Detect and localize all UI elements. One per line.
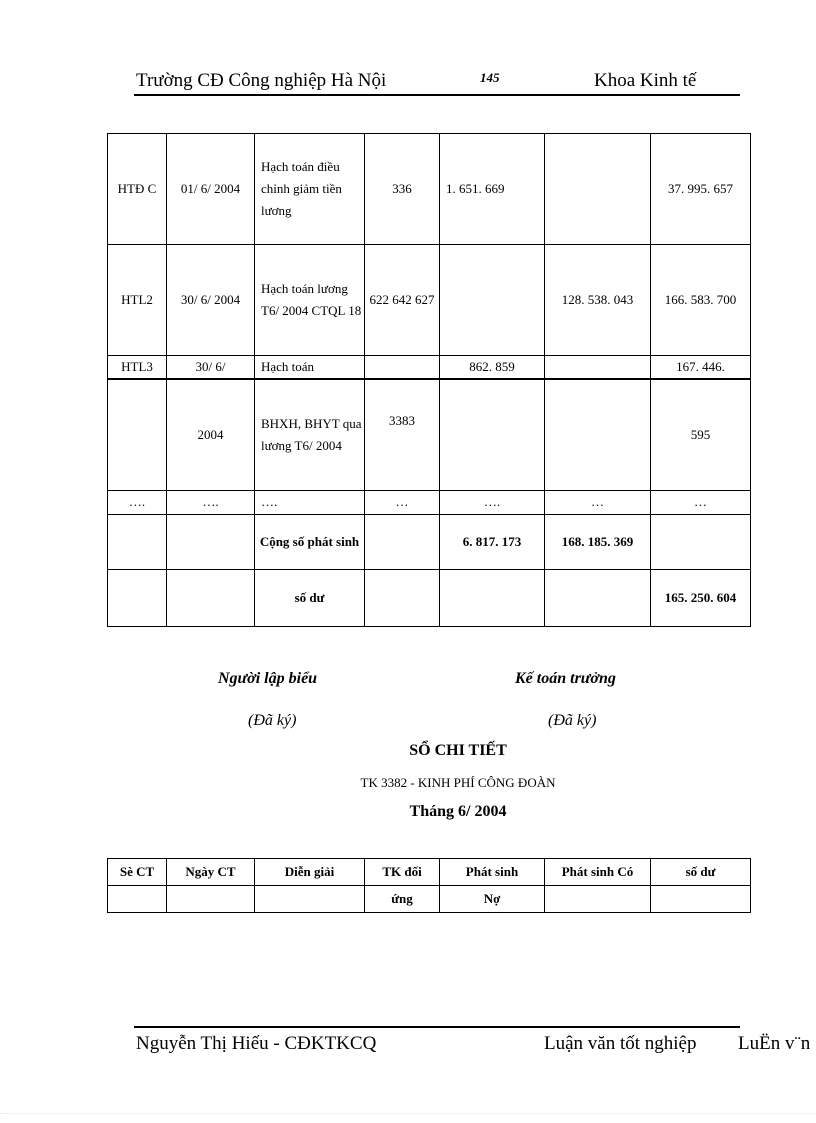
cell-phat-sinh-no <box>440 379 545 490</box>
col-header-ung: ứng <box>365 886 440 913</box>
table-header-row <box>108 859 751 886</box>
table-row <box>108 569 751 626</box>
footer-author: Nguyễn Thị Hiếu - CĐKTKCQ <box>136 1033 377 1054</box>
footer-thesis-label: Luận văn tốt nghiệp <box>544 1033 697 1054</box>
header-school-name: Trường CĐ Công nghiệp Hà Nội <box>136 70 387 91</box>
cell-ngay-ct: 2004 <box>167 379 255 490</box>
cell-so-du <box>651 514 751 569</box>
cell-so-ct: HTL2 <box>108 245 167 356</box>
cell-tk-doi-ung <box>365 356 440 380</box>
cell-ngay-ct: 30/ 6/ <box>167 356 255 380</box>
cell-phat-sinh-no <box>440 569 545 626</box>
cell-so-ct <box>108 514 167 569</box>
cell-closing-balance: 165. 250. 604 <box>651 569 751 626</box>
cell-phat-sinh-co <box>545 569 651 626</box>
header-faculty-name: Khoa Kinh tế <box>594 70 697 91</box>
cell-phat-sinh-co <box>545 379 651 490</box>
section-title: SỔ CHI TIẾT <box>409 742 507 759</box>
cell-dien-giai: BHXH, BHYT qua lương T6/ 2004 <box>255 379 365 490</box>
col-header-phat-sinh: Phát sinh <box>440 859 545 886</box>
cell-tk-doi-ung <box>365 569 440 626</box>
cell-dien-giai: …. <box>255 490 365 514</box>
cell-tk-doi-ung: 622 642 627 <box>365 245 440 356</box>
cell-dien-giai: Hạch toán điều chỉnh giảm tiền lương <box>255 134 365 245</box>
table-row <box>108 245 751 356</box>
col-header-cell <box>167 886 255 913</box>
cell-dien-giai: Hạch toán lương T6/ 2004 CTQL 18 <box>255 245 365 356</box>
cell-dien-giai-balance: số dư <box>255 569 365 626</box>
cell-so-ct <box>108 379 167 490</box>
cell-phat-sinh-no: 862. 859 <box>440 356 545 380</box>
cell-tk-doi-ung: 3383 <box>365 379 440 490</box>
cell-so-du: 166. 583. 700 <box>651 245 751 356</box>
cell-dien-giai: Hạch toán <box>255 356 365 380</box>
cell-total-no: 6. 817. 173 <box>440 514 545 569</box>
cell-dien-giai-total: Cộng số phát sinh <box>255 514 365 569</box>
ledger-table <box>107 133 751 627</box>
section-subtitle: TK 3382 - KINH PHÍ CÔNG ĐOÀN <box>360 775 556 790</box>
section-month: Tháng 6/ 2004 <box>409 803 507 820</box>
table-header-row <box>108 886 751 913</box>
cell-ngay-ct: 30/ 6/ 2004 <box>167 245 255 356</box>
signature-chief-accountant-title: Kế toán trưởng <box>515 670 616 687</box>
cell-so-ct: HTL3 <box>108 356 167 380</box>
footer-overflow-text: LuËn v¨n <box>738 1033 811 1054</box>
cell-so-ct: HTĐ C <box>108 134 167 245</box>
cell-ngay-ct <box>167 569 255 626</box>
cell-phat-sinh-no: 1. 651. 669 <box>440 134 545 245</box>
cell-so-ct: …. <box>108 490 167 514</box>
cell-so-du: 167. 446. <box>651 356 751 380</box>
detail-ledger-header-table <box>107 858 751 913</box>
table-row <box>108 514 751 569</box>
cell-phat-sinh-co: … <box>545 490 651 514</box>
cell-phat-sinh-co: 128. 538. 043 <box>545 245 651 356</box>
col-header-cell <box>255 886 365 913</box>
signature-preparer-title: Người lập biểu <box>218 670 318 687</box>
cell-so-du: 37. 995. 657 <box>651 134 751 245</box>
col-header-cell <box>108 886 167 913</box>
cell-tk-doi-ung: 336 <box>365 134 440 245</box>
header-page-number: 145 <box>480 70 500 85</box>
signature-preparer-status: (Đã ký) <box>248 712 297 729</box>
col-header-cell <box>545 886 651 913</box>
cell-tk-doi-ung: … <box>365 490 440 514</box>
col-header-ngay-ct: Ngày CT <box>167 859 255 886</box>
cell-ngay-ct <box>167 514 255 569</box>
col-header-tk-doi: TK đối <box>365 859 440 886</box>
col-header-so-ct: Sè CT <box>108 859 167 886</box>
cell-phat-sinh-no: …. <box>440 490 545 514</box>
cell-phat-sinh-co <box>545 356 651 380</box>
cell-ngay-ct: …. <box>167 490 255 514</box>
cell-phat-sinh-no <box>440 245 545 356</box>
header-rule <box>134 94 740 96</box>
cell-phat-sinh-co <box>545 134 651 245</box>
signature-chief-accountant-status: (Đã ký) <box>548 712 597 729</box>
cell-total-co: 168. 185. 369 <box>545 514 651 569</box>
col-header-so-du: số dư <box>651 859 751 886</box>
footer-rule <box>134 1026 740 1028</box>
cell-so-du: … <box>651 490 751 514</box>
table-row <box>108 356 751 380</box>
table-row <box>108 490 751 514</box>
col-header-no: Nợ <box>440 886 545 913</box>
table-row <box>108 134 751 245</box>
col-header-cell <box>651 886 751 913</box>
cell-so-du: 595 <box>651 379 751 490</box>
col-header-dien-giai: Diễn giải <box>255 859 365 886</box>
bottom-dotted-line <box>0 1113 816 1114</box>
table-row <box>108 379 751 490</box>
cell-so-ct <box>108 569 167 626</box>
col-header-phat-sinh-co: Phát sinh Có <box>545 859 651 886</box>
cell-tk-doi-ung <box>365 514 440 569</box>
cell-ngay-ct: 01/ 6/ 2004 <box>167 134 255 245</box>
